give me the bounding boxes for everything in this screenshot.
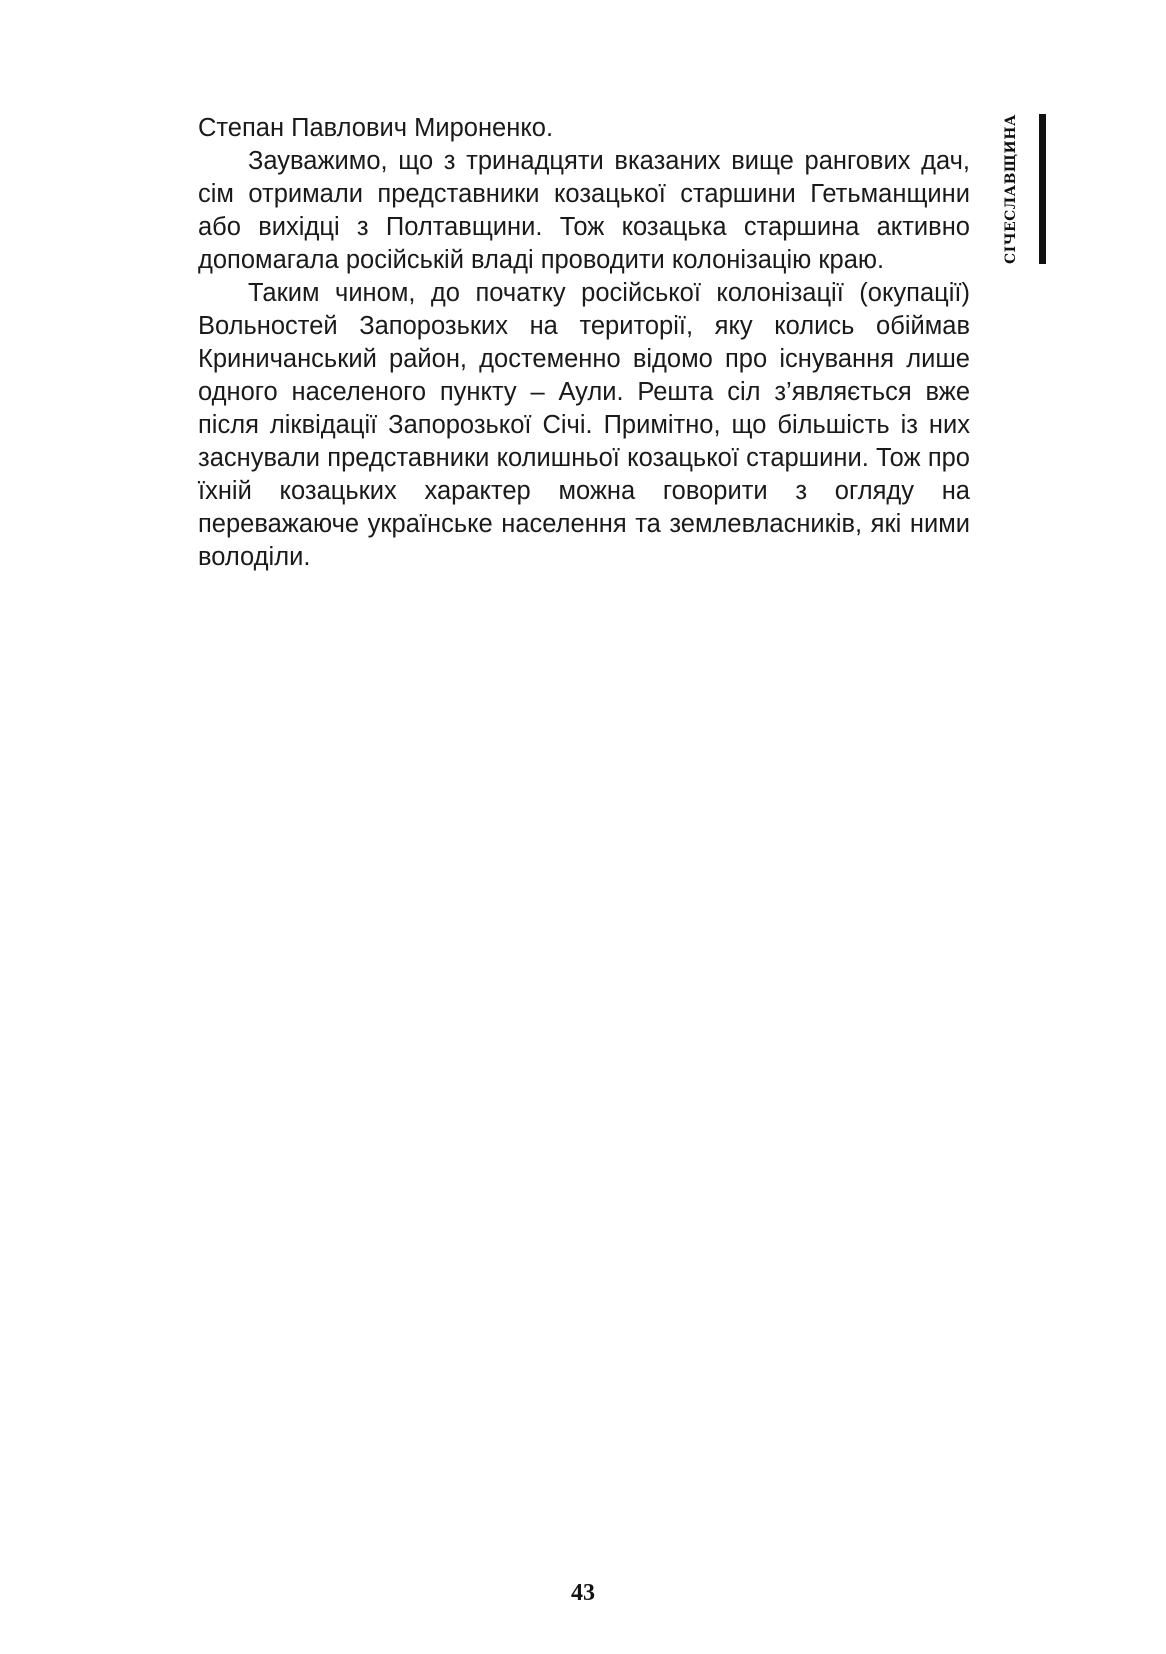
paragraph-signature: Степан Павлович Мироненко. xyxy=(198,114,554,142)
paragraph-rank-grants: Зауважимо, що з тринадцяти вказаних вище рангових дач, сім отримали представники козацької старшини Гетьманщини або вихідці з Полтавщини. Тож козацька старшина активно допомагала російській владі проводити колонізацію краю. xyxy=(198,147,970,274)
article-body xyxy=(198,112,970,574)
page-number: 43 xyxy=(571,1580,595,1606)
series-logo xyxy=(1003,114,1053,264)
series-logo-text: СІЧЕСЛАВЩИНА xyxy=(1003,114,1019,264)
paragraph-colonization: Таким чином, до початку російської колонізації (окупації) Вольностей Запорозьких на території, яку колись обіймав Криничанський район, достеменно відомо про існування лише одного населеного пункту – Аули. Решта сіл з’являється вже після ліквідації Запорозької Січі. Примітно, що більшість із них заснували представники колишньої козацької старшини. Тож про їхній козацьких характер можна говорити з огляду на переважаюче українське населення та землевласників, які ними володіли. xyxy=(198,279,970,571)
series-logo-bar xyxy=(1039,114,1046,264)
